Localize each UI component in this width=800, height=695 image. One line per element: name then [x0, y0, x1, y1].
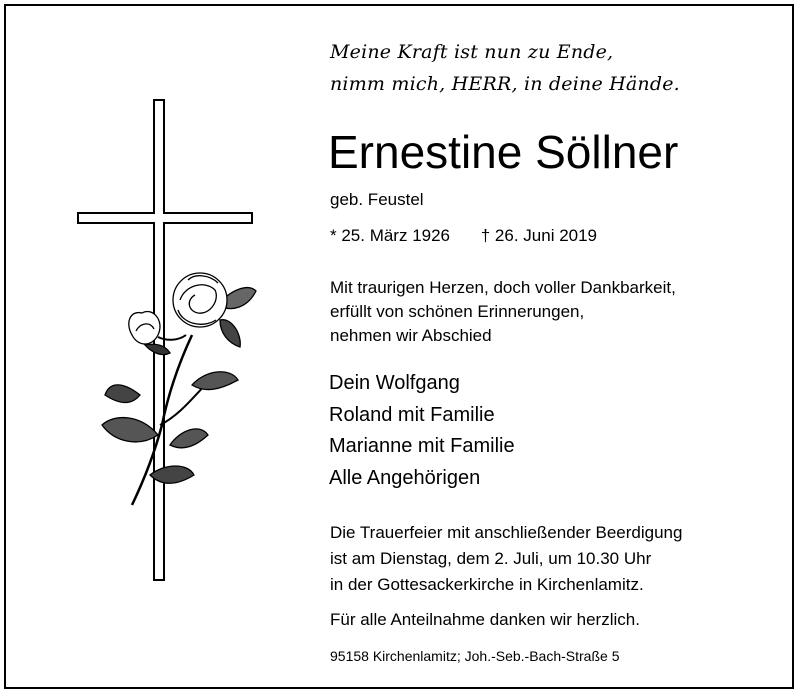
verse-line: Meine Kraft ist nun zu Ende,	[330, 41, 614, 63]
mourner: Marianne mit Familie	[329, 435, 515, 457]
service-line: Die Trauerfeier mit anschließender Beerdigung	[330, 523, 683, 542]
verse	[330, 36, 680, 100]
mourner: Roland mit Familie	[329, 403, 495, 426]
message-line: erfüllt von schönen Erinnerungen,	[330, 302, 585, 321]
funeral-service-info	[330, 520, 682, 598]
thanks-note: Für alle Anteilnahme danken wir herzlich.	[330, 610, 640, 629]
service-line: in der Gottesackerkirche in Kirchenlamitz.	[330, 575, 644, 594]
address: 95158 Kirchenlamitz; Joh.-Seb.-Bach-Straße 5	[330, 648, 620, 664]
death-date: † 26. Juni 2019	[480, 226, 598, 245]
mourners-list	[329, 368, 515, 494]
rose-icon	[102, 273, 256, 505]
deceased-name: Ernestine Söllner	[328, 126, 679, 178]
mourner: Alle Angehörigen	[329, 466, 481, 489]
life-dates	[330, 226, 597, 246]
message-line: nehmen wir Abschied	[330, 326, 492, 345]
verse-line: nimm mich, HERR, in deine Hände.	[330, 73, 680, 95]
birth-date: * 25. März 1926	[330, 226, 451, 245]
service-line: ist am Dienstag, dem 2. Juli, um 10.30 Uhr	[330, 549, 652, 568]
maiden-name: geb. Feustel	[330, 190, 424, 209]
mourner: Dein Wolfgang	[329, 372, 460, 394]
cross-icon	[70, 95, 270, 585]
farewell-message	[330, 276, 676, 348]
message-line: Mit traurigen Herzen, doch voller Dankbarkeit,	[330, 278, 676, 297]
